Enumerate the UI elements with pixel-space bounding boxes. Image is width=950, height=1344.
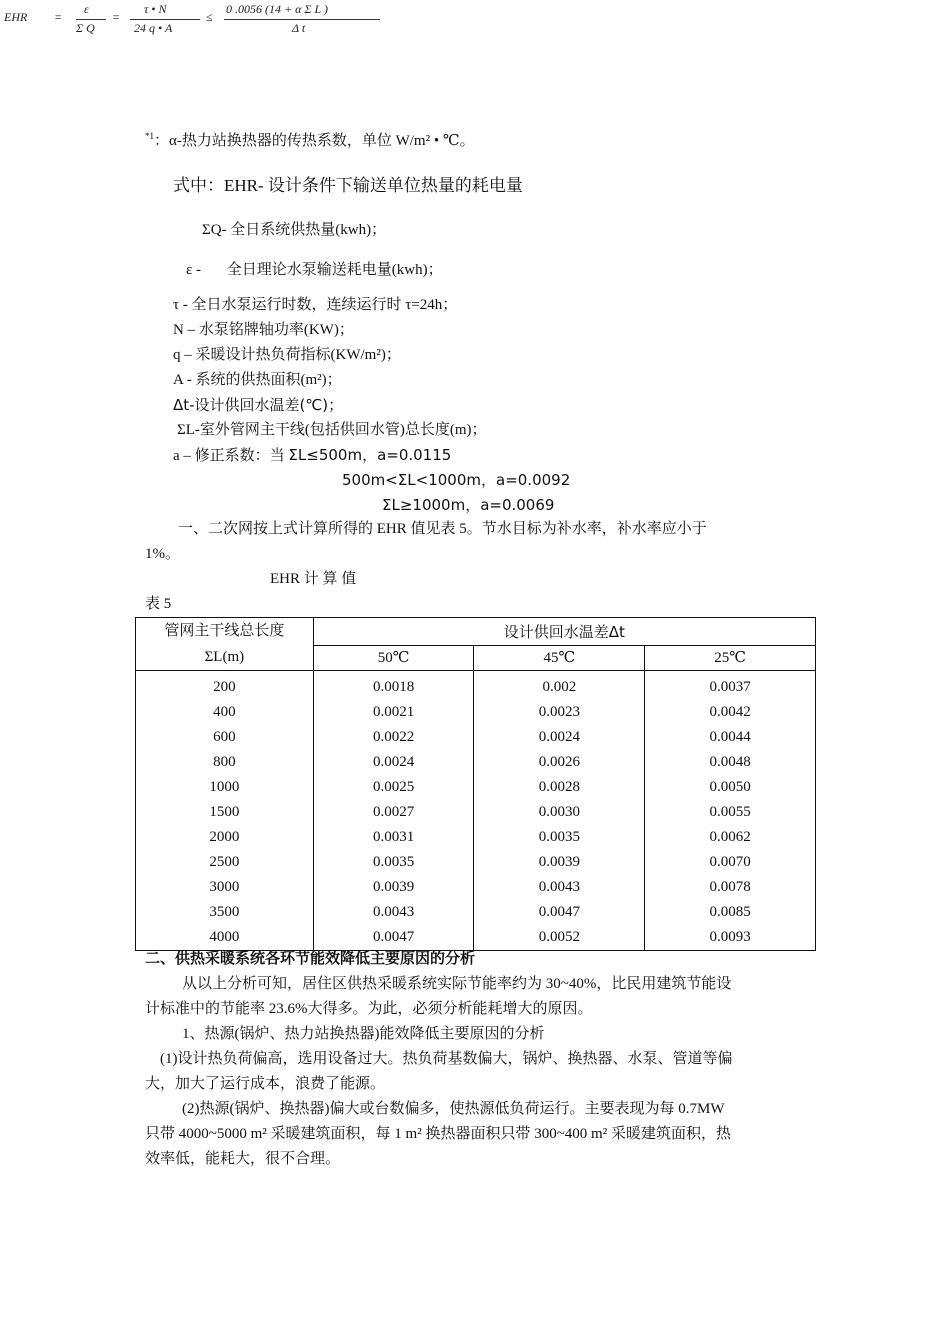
formula-lhs: EHR (4, 10, 28, 24)
def-n: N – 水泵铭牌轴功率(KW)； (173, 322, 354, 338)
table-cell-length: 3500 (136, 900, 314, 925)
table-row (136, 775, 816, 800)
table-row (136, 725, 816, 750)
def-tau: τ - 全日水泵运行时数，连续运行时 τ=24h； (173, 297, 458, 313)
table-cell-value: 0.0018 (313, 671, 474, 701)
paragraph-line: 计标准中的节能率 23.6%大得多。为此，必须分析能耗增大的原因。 (145, 1001, 593, 1017)
table-cell-value: 0.0085 (645, 900, 816, 925)
table-cell-value: 0.0055 (645, 800, 816, 825)
table-cell-length: 200 (136, 671, 314, 701)
def-a-case1: ΣL≤500m，a=0.0115 (288, 446, 452, 464)
table-cell-length: 3000 (136, 875, 314, 900)
table-cell-value: 0.0043 (313, 900, 474, 925)
def-sum-q: ΣQ- 全日系统供热量(kwh)； (202, 222, 387, 238)
table-caption: EHR 计 算 值 (270, 571, 357, 587)
ehr-formula (4, 0, 424, 42)
table-cell-value: 0.0039 (474, 850, 645, 875)
table-header-row (136, 618, 816, 646)
table-subheader-cell: 25℃ (645, 645, 816, 670)
table-cell-value: 0.0028 (474, 775, 645, 800)
table-cell-value: 0.0021 (313, 700, 474, 725)
footnote (145, 124, 475, 154)
table-label: 表 5 (145, 596, 172, 612)
table-cell-value: 0.0052 (474, 925, 645, 951)
table-row (136, 671, 816, 701)
paragraph-line: 只带 4000~5000 m² 采暖建筑面积，每 1 m² 换热器面积只带 300~400 m² 采暖建筑面积，热 (145, 1126, 731, 1142)
def-a-case2: 500m<ΣL<1000m，a=0.0092 (342, 471, 571, 489)
table-header-length-line2: ΣL(m) (204, 649, 245, 665)
table-cell-length: 1000 (136, 775, 314, 800)
table-cell-value: 0.0037 (645, 671, 816, 701)
table-cell-value: 0.0024 (313, 750, 474, 775)
table-header-temp-diff: 设计供回水温差Δt (313, 618, 815, 646)
def-epsilon (186, 258, 443, 283)
table-row (136, 700, 816, 725)
table-cell-value: 0.0023 (474, 700, 645, 725)
table-cell-value: 0.0035 (474, 825, 645, 850)
table-row (136, 750, 816, 775)
def-epsilon-symbol: ε - (186, 262, 202, 278)
table-cell-value: 0.0070 (645, 850, 816, 875)
formula-fraction3-denominator: Δ t (292, 21, 306, 35)
section-heading: 二、供热采暖系统各环节能效降低主要原因的分析 (145, 951, 476, 967)
paragraph-line: (2)热源(锅炉、换热器)偏大或台数偏多，使热源低负荷运行。主要表现为每 0.7MW (182, 1101, 725, 1117)
table-cell-value: 0.0039 (313, 875, 474, 900)
table-cell-value: 0.0025 (313, 775, 474, 800)
table-cell-value: 0.0048 (645, 750, 816, 775)
table-row (136, 800, 816, 825)
paragraph-line: (1)设计热负荷偏高，选用设备过大。热负荷基数偏大，锅炉、换热器、水泵、管道等偏 (160, 1051, 733, 1067)
fraction-bar (130, 19, 200, 20)
formula-fraction2-numerator: τ • N (144, 2, 167, 16)
table-cell-length: 1500 (136, 800, 314, 825)
paragraph-line: 一、二次网按上式计算所得的 EHR 值见表 5。节水目标为补水率，补水率应小于 (178, 521, 707, 537)
table-cell-value: 0.0031 (313, 825, 474, 850)
table-cell-length: 600 (136, 725, 314, 750)
table-cell-length: 400 (136, 700, 314, 725)
table-cell-value: 0.0022 (313, 725, 474, 750)
fraction-bar (76, 19, 106, 20)
def-a-coef (173, 443, 451, 469)
def-a-case3: ΣL≥1000m，a=0.0069 (382, 496, 555, 514)
table-body (136, 671, 816, 951)
formula-fraction1-numerator: ε (84, 2, 89, 16)
table-subheader-cell: 50℃ (313, 645, 474, 670)
def-a-area: A - 系统的供热面积(m²)； (173, 372, 342, 388)
table-header-length (136, 618, 314, 671)
table-row (136, 875, 816, 900)
table-header-length-line1: 管网主干线总长度 (164, 623, 285, 639)
def-a-prefix: a – 修正系数：当 (173, 448, 289, 464)
formula-fraction2-denominator: 24 q • A (134, 21, 173, 35)
definitions-intro: 式中：EHR- 设计条件下输送单位热量的耗电量 (173, 176, 523, 195)
table-cell-value: 0.0024 (474, 725, 645, 750)
table-cell-length: 2000 (136, 825, 314, 850)
formula-equals: = (54, 10, 63, 24)
table-cell-value: 0.0042 (645, 700, 816, 725)
table-cell-value: 0.0027 (313, 800, 474, 825)
table-subheader-cell: 45℃ (474, 645, 645, 670)
paragraph-line: 1%。 (145, 546, 180, 562)
table-row (136, 900, 816, 925)
footnote-text: ：α-热力站换热器的传热系数，单位 W/m² • ℃。 (154, 133, 475, 149)
paragraph-line: 从以上分析可知，居住区供热采暖系统实际节能率约为 30~40%，比民用建筑节能设 (182, 976, 732, 992)
footnote-mark: *1 (145, 131, 154, 141)
paragraph-line: 效率低，能耗大，很不合理。 (145, 1151, 341, 1167)
table-cell-value: 0.0093 (645, 925, 816, 951)
table-cell-value: 0.0050 (645, 775, 816, 800)
table-row (136, 825, 816, 850)
table-cell-length: 800 (136, 750, 314, 775)
def-q: q – 采暖设计热负荷指标(KW/m²)； (173, 347, 401, 363)
table-cell-value: 0.0043 (474, 875, 645, 900)
fraction-bar (224, 19, 380, 20)
def-epsilon-text: 全日理论水泵输送耗电量(kwh)； (226, 262, 443, 278)
table-cell-value: 0.002 (474, 671, 645, 701)
subsection-heading: 1、热源(锅炉、热力站换热器)能效降低主要原因的分析 (182, 1026, 545, 1042)
table-row (136, 850, 816, 875)
table-cell-value: 0.0044 (645, 725, 816, 750)
paragraph-line: 大，加大了运行成本，浪费了能源。 (145, 1076, 386, 1092)
ehr-table (135, 617, 816, 951)
table-cell-value: 0.0026 (474, 750, 645, 775)
formula-fraction1-denominator: Σ Q (76, 21, 95, 35)
formula-fraction3-numerator: 0 .0056 (14 + α Σ L ) (226, 2, 328, 16)
table-cell-value: 0.0030 (474, 800, 645, 825)
formula-equals: = (112, 10, 121, 24)
def-sum-l: ΣL-室外管网主干线(包括供回水管)总长度(m)； (177, 422, 487, 438)
table-cell-length: 2500 (136, 850, 314, 875)
formula-leq: ≤ (206, 10, 213, 24)
table-cell-value: 0.0062 (645, 825, 816, 850)
table-cell-value: 0.0047 (313, 925, 474, 951)
table-cell-value: 0.0078 (645, 875, 816, 900)
table-cell-length: 4000 (136, 925, 314, 951)
table-cell-value: 0.0035 (313, 850, 474, 875)
def-delta-t: Δt-设计供回水温差(℃)； (173, 396, 344, 414)
table-cell-value: 0.0047 (474, 900, 645, 925)
